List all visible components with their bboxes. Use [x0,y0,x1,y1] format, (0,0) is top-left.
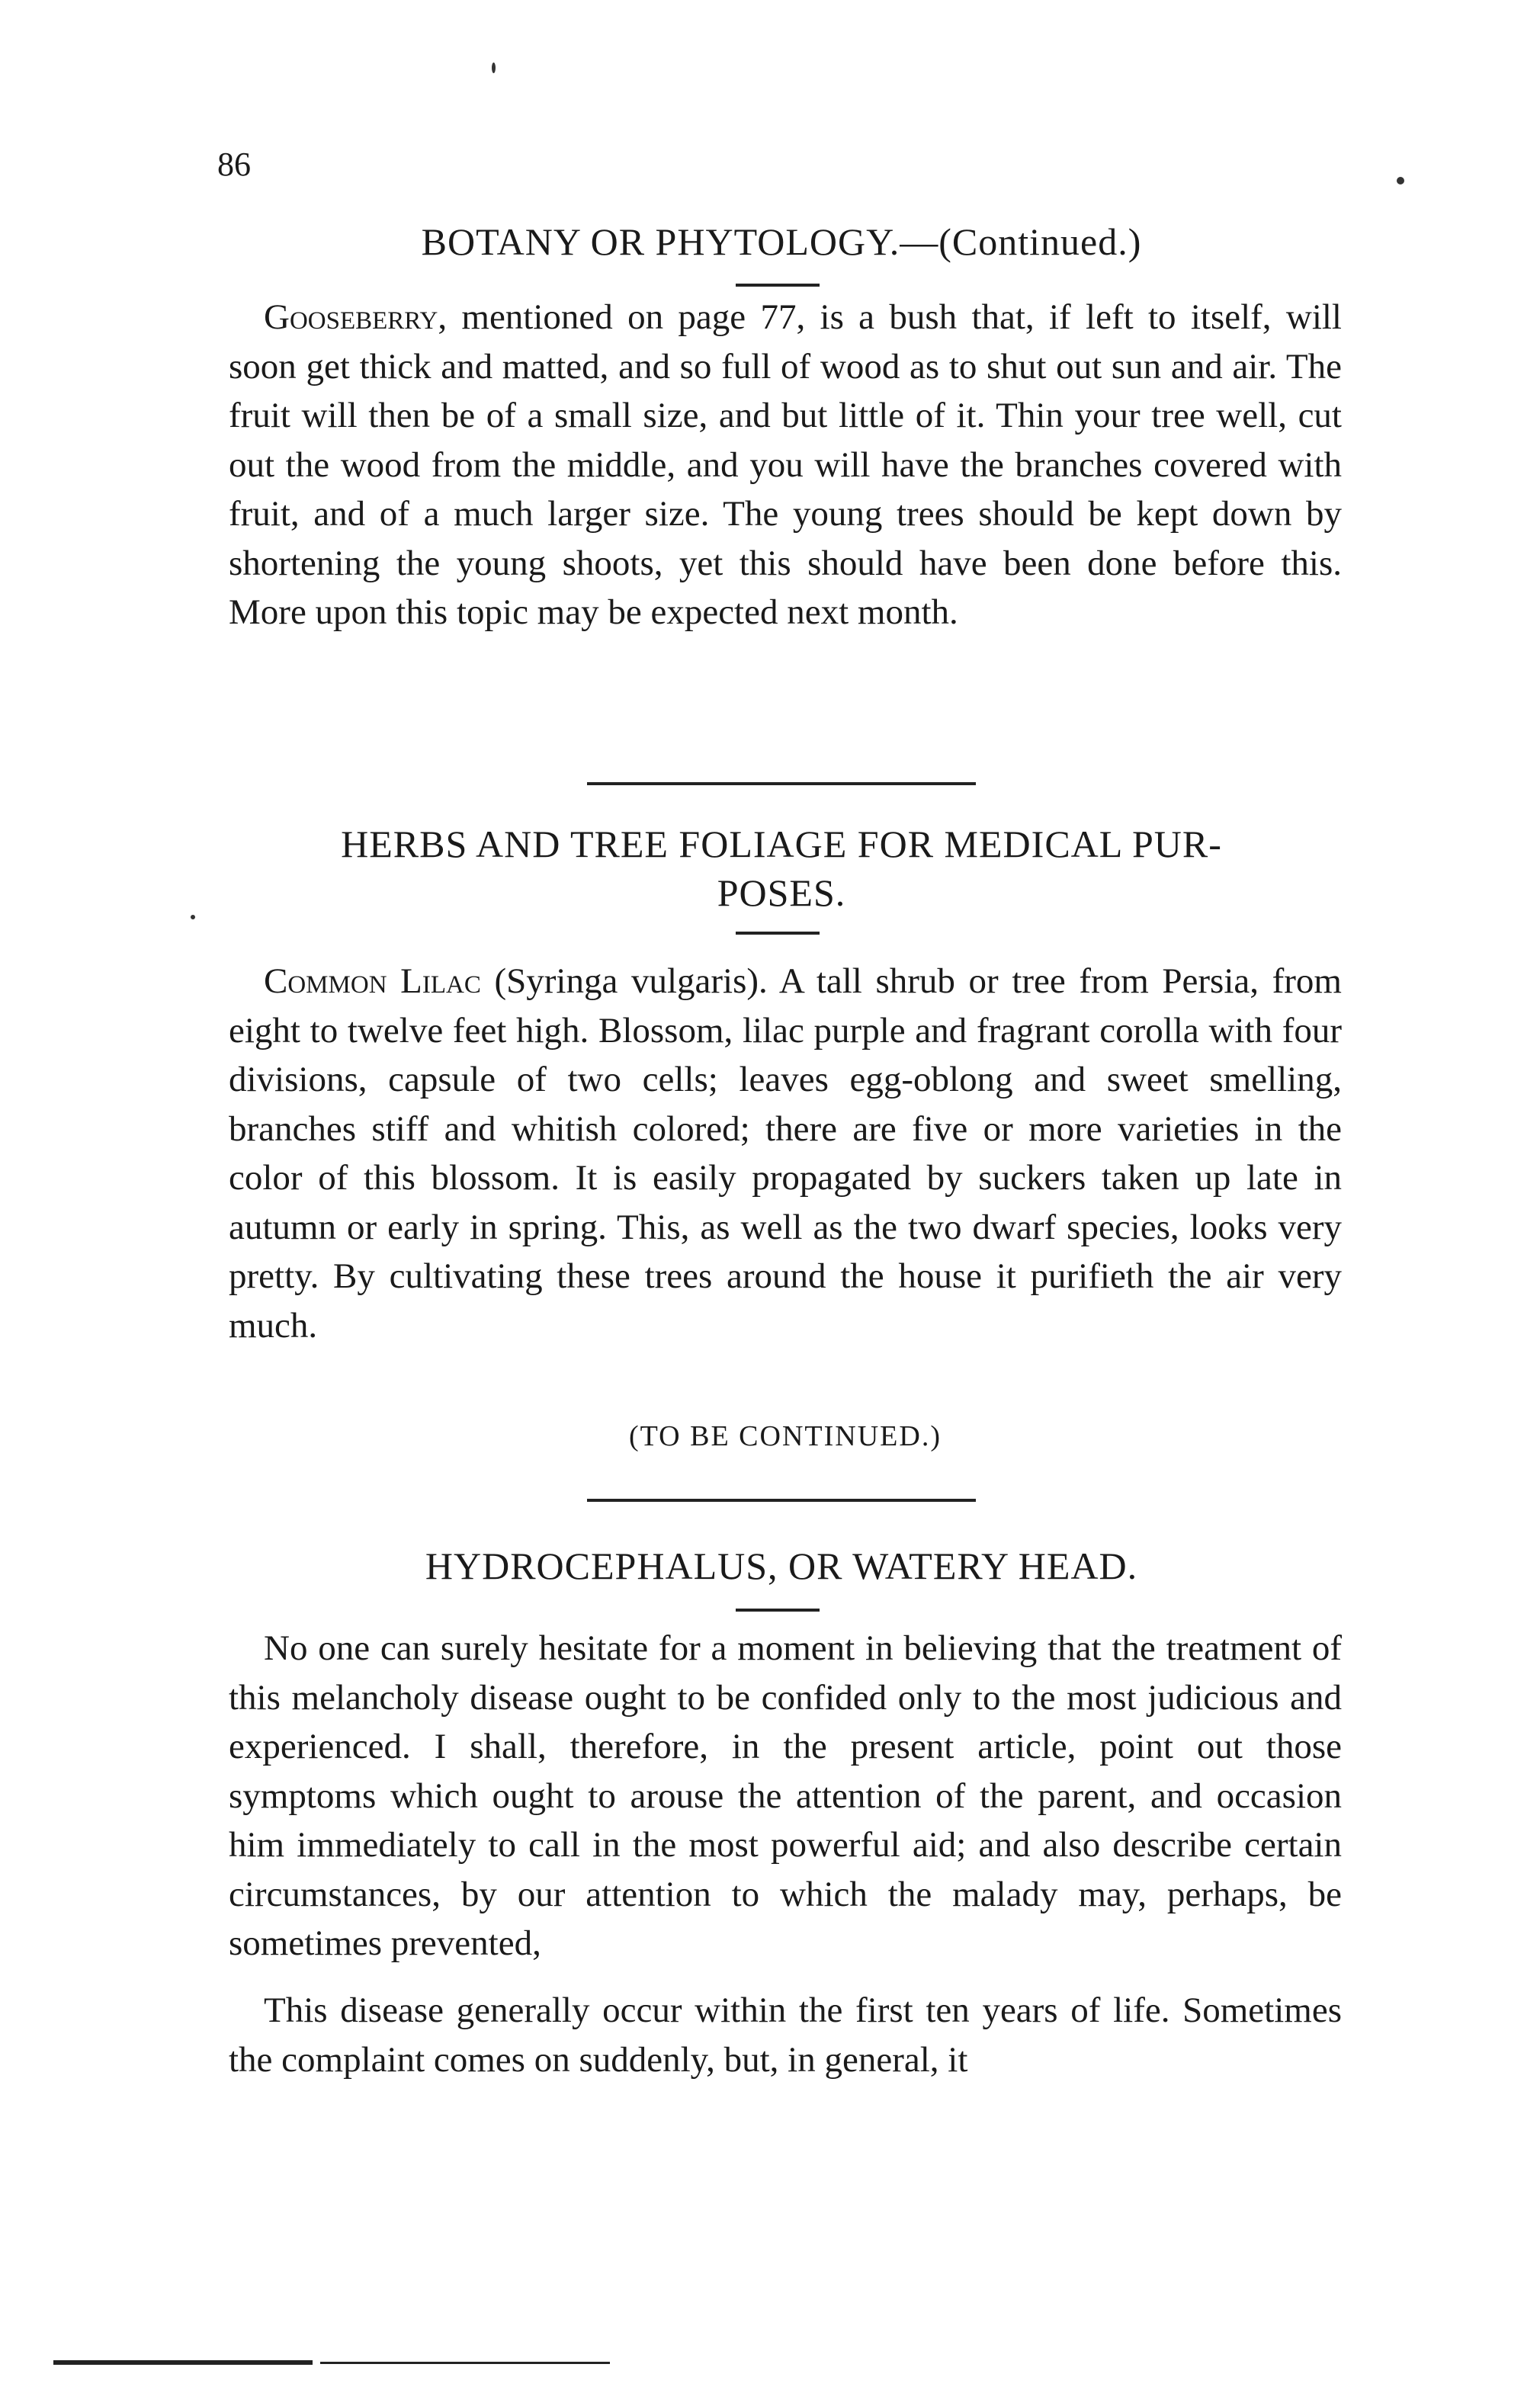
section-heading-herbs-line2: POSES. [717,871,846,914]
paragraph-hydrocephalus-2 [229,1986,1342,2084]
paragraph-lilac [229,957,1342,1350]
lead-term: Common Lilac [264,961,481,1001]
scan-edge-rule [320,2362,610,2364]
scan-speck [492,63,496,73]
paragraph-text: (Syringa vulgaris). A tall shrub or tree from Persia, from eight to twelve feet high. Blossom, lilac purple and fragrant corolla with four divisions, capsule of two cells; leaves egg-oblong and sweet smelling, branches stiff and whitish colored; there are five or more varieties in the color of this blossom. It is easily propagated by suckers taken up late in autumn or early in spring. This, as well as the two dwarf species, looks very pretty. By cultivating these trees around the house it purifieth the air very much. [229,961,1342,1346]
section-heading-hydrocephalus: HYDROCEPHALUS, OR WATERY HEAD. [425,1545,1138,1587]
section-heading-botany: BOTANY OR PHYTOLOGY.—(Continued.) [421,220,1142,263]
lead-term: Gooseberry, [264,297,448,337]
heading-rule [736,284,820,287]
heading-rule [736,1609,820,1612]
page-number: 86 [217,146,251,183]
scan-speck [1397,177,1404,184]
scan-edge-rule [53,2360,313,2365]
paragraph-gooseberry [229,293,1342,637]
paragraph-text: This disease generally occur within the first ten years of life. Sometimes the complaint comes on suddenly, but, in general, it [229,1990,1342,2080]
paragraph-hydrocephalus-1 [229,1624,1342,1968]
section-heading-herbs-line1: HERBS AND TREE FOLIAGE FOR MEDICAL PUR- [341,823,1222,865]
scan-speck [191,915,195,919]
to-be-continued-note: (TO BE CONTINUED.) [629,1420,942,1452]
paragraph-text: No one can surely hesitate for a moment in believing that the treatment of this melancholy disease ought to be confided only to the most judicious and experienced. I shall, therefore, in the present article, point out those symptoms which ought to arouse the attention of the parent, and occasion him immediately to call in the most powerful aid; and also describe certain circumstances, by our attention to which the malady may, perhaps, be sometimes prevented, [229,1628,1342,1963]
section-divider [587,1499,976,1502]
paragraph-text: mentioned on page 77, is a bush that, if left to itself, will soon get thick and matted, and so full of wood as to shut out sun and air. The fruit will then be of a small size, and but little of it. Thin your tree well, cut out the wood from the middle, and you will have the branches covered with fruit, and of a much larger size. The young trees should be kept down by shortening the young shoots, yet this should have been done before this. More upon this topic may be expected next month. [229,297,1342,632]
heading-rule [736,932,820,935]
section-divider [587,782,976,785]
